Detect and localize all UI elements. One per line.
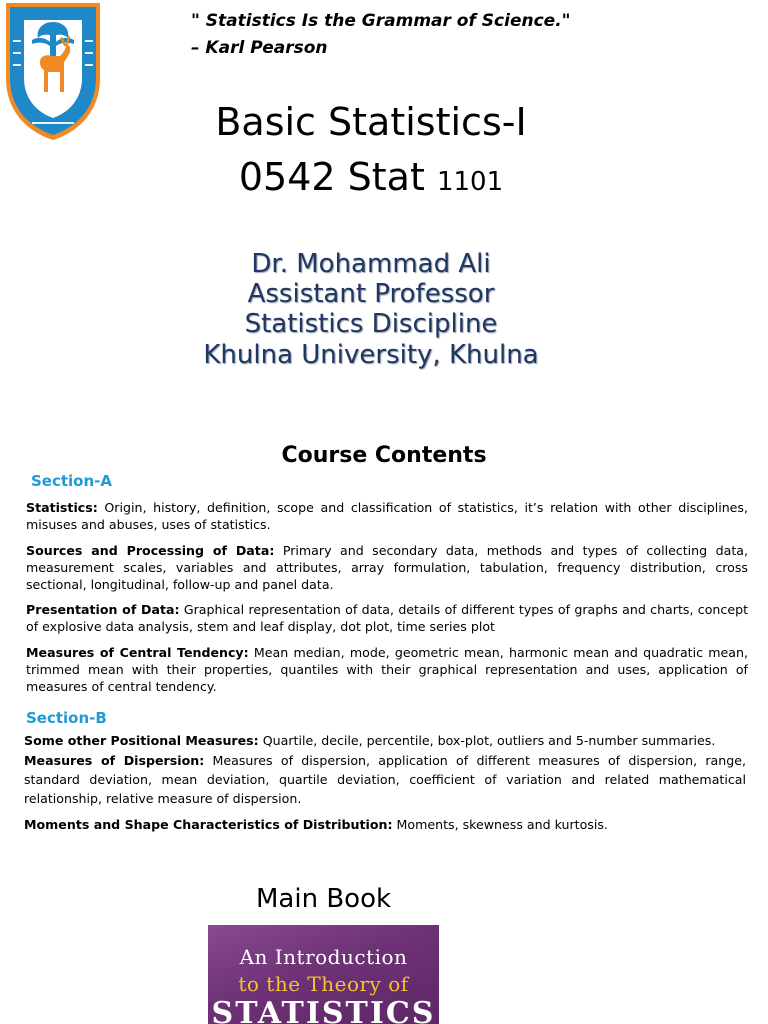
author-university: Khulna University, Khulna	[203, 340, 539, 370]
item-text: Origin, history, definition, scope and classification of statistics, it’s relation with other disciplines, misuses and abuses, uses of statistics.	[26, 500, 748, 532]
section-a-item-presentation	[26, 601, 748, 635]
item-text: Graphical representation of data, details of different types of graphs and charts, concept of explosive data analysis, stem and leaf display, dot plot, time series plot	[26, 602, 749, 634]
item-title: Statistics:	[26, 500, 98, 515]
book-cover-line2: to the Theory of	[238, 972, 409, 996]
section-a-item-central-tendency	[26, 644, 748, 695]
item-text: Primary and secondary data, methods and types of collecting data, measurement scales, variables and attributes, array formulation, tabulation, frequency distribution, cross sectional, longitudinal, follow-up and panel data.	[26, 543, 749, 592]
quote-text: " Statistics Is the Grammar of Science."	[191, 11, 571, 31]
course-code-number: 1101	[436, 167, 504, 197]
author-name: Dr. Mohammad Ali	[251, 249, 491, 279]
book-cover-line1: An Introduction	[239, 945, 408, 969]
item-text: Quartile, decile, percentile, box-plot, outliers and 5-number summaries.	[258, 733, 716, 748]
main-book-heading: Main Book	[256, 884, 392, 914]
quote-author: – Karl Pearson	[191, 38, 328, 58]
item-text: Measures of dispersion, application of different measures of dispersion, range, standard deviation, mean deviation, quartile deviation, coefficient of variation and related mathematical relationship, relative measure of dispersion.	[24, 753, 747, 806]
item-title: Some other Positional Measures:	[24, 733, 259, 748]
item-text: Mean median, mode, geometric mean, harmonic mean and quadratic mean, trimmed mean with their properties, quantiles with their graphical representation and uses, application of measures of central tendency.	[26, 645, 748, 694]
section-b-item-positional	[24, 732, 748, 749]
item-title: Moments and Shape Characteristics of Distribution:	[24, 817, 393, 832]
section-a-label: Section-A	[31, 472, 112, 490]
section-b-label: Section-B	[26, 709, 107, 727]
course-code	[0, 155, 742, 204]
author-position: Assistant Professor	[247, 279, 495, 309]
item-title: Presentation of Data:	[26, 602, 180, 617]
course-title: Basic Statistics-I	[215, 100, 527, 144]
item-title: Sources and Processing of Data:	[26, 543, 275, 558]
section-a-item-statistics	[26, 499, 748, 533]
section-a-item-sources	[26, 542, 748, 593]
book-cover-line3: STATISTICS	[211, 996, 436, 1024]
author-department: Statistics Discipline	[244, 309, 498, 339]
item-text: Moments, skewness and kurtosis.	[392, 817, 608, 832]
item-title: Measures of Dispersion:	[24, 753, 205, 768]
item-title: Measures of Central Tendency:	[26, 645, 249, 660]
course-contents-heading: Course Contents	[281, 443, 487, 468]
course-code-main: 0542 Stat	[238, 155, 425, 199]
section-b-item-moments	[24, 816, 748, 833]
book-cover-image	[208, 925, 439, 1024]
section-b-item-dispersion	[24, 751, 746, 808]
